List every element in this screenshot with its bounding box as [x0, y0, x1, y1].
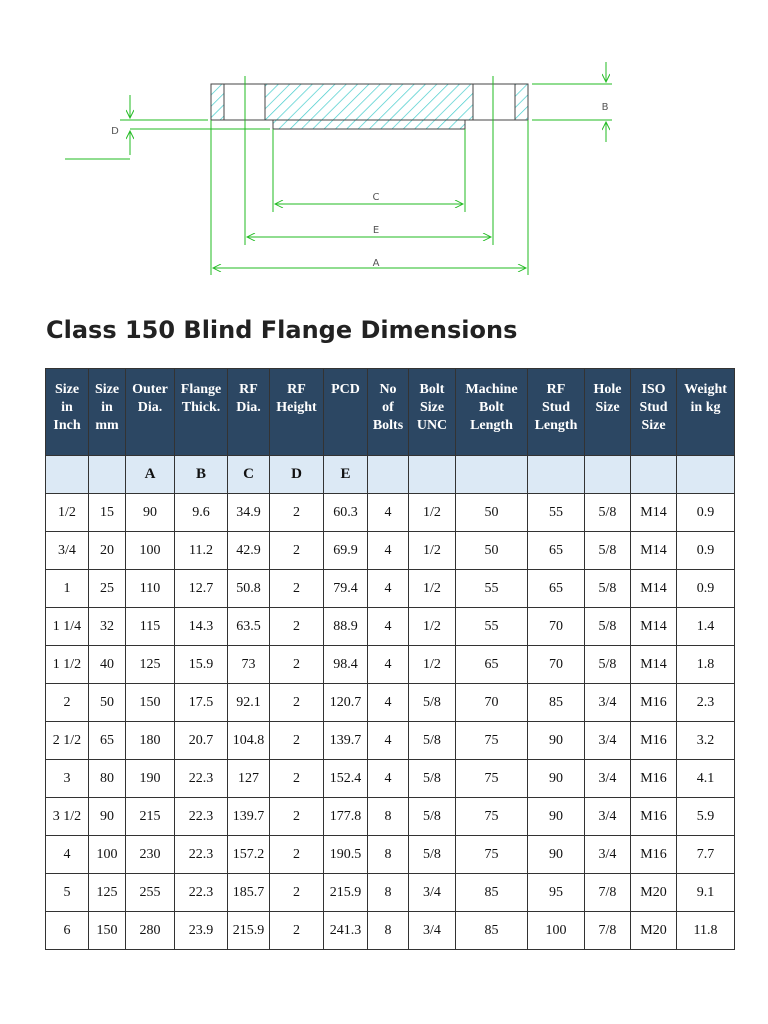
table-cell: 1 1/2 — [46, 646, 89, 684]
table-cell: 215 — [126, 798, 175, 836]
table-cell: 2 — [270, 570, 324, 608]
table-cell: 12.7 — [175, 570, 228, 608]
table-cell: 22.3 — [175, 798, 228, 836]
table-cell: M14 — [631, 646, 677, 684]
table-cell: 185.7 — [228, 874, 270, 912]
table-cell: 1.8 — [677, 646, 735, 684]
table-cell: 5/8 — [585, 608, 631, 646]
table-cell: 215.9 — [228, 912, 270, 950]
column-header — [631, 369, 677, 456]
dimension-letter-cell — [89, 456, 126, 494]
dimension-letter-cell: E — [324, 456, 368, 494]
table-cell: 1 — [46, 570, 89, 608]
table-cell: 4 — [368, 532, 409, 570]
page-title: Class 150 Blind Flange Dimensions — [46, 316, 518, 344]
table-cell: 7/8 — [585, 912, 631, 950]
dimensions-table — [45, 368, 735, 950]
table-cell: 3/4 — [46, 532, 89, 570]
table-cell: 4 — [368, 760, 409, 798]
table-cell: 70 — [528, 608, 585, 646]
table-cell: 280 — [126, 912, 175, 950]
table-cell: 3/4 — [409, 912, 456, 950]
table-cell: 1 1/4 — [46, 608, 89, 646]
column-header-line: mm — [95, 418, 119, 433]
column-header — [528, 369, 585, 456]
dimension-letter-cell — [46, 456, 89, 494]
column-header-line: PCD — [331, 382, 360, 397]
table-cell: 4 — [46, 836, 89, 874]
table-cell: 110 — [126, 570, 175, 608]
column-header — [46, 369, 89, 456]
table-cell: 4 — [368, 570, 409, 608]
dimension-label-c: C — [372, 192, 380, 203]
table-cell: 241.3 — [324, 912, 368, 950]
table-cell: 150 — [126, 684, 175, 722]
table-cell: 34.9 — [228, 494, 270, 532]
column-header-line: RF — [546, 382, 566, 397]
column-header-line: Height — [276, 400, 317, 415]
table-body — [46, 456, 735, 950]
table-cell: 95 — [528, 874, 585, 912]
table-row — [46, 646, 735, 684]
table-cell: 1/2 — [409, 532, 456, 570]
table-cell: 75 — [456, 798, 528, 836]
dimension-letter-cell: D — [270, 456, 324, 494]
table-cell: 4 — [368, 494, 409, 532]
flange-diagram — [0, 0, 768, 300]
dimension-letter-cell — [368, 456, 409, 494]
table-cell: 6 — [46, 912, 89, 950]
table-cell: 3 1/2 — [46, 798, 89, 836]
table-cell: 3/4 — [585, 722, 631, 760]
table-cell: 20.7 — [175, 722, 228, 760]
table-cell: 190 — [126, 760, 175, 798]
column-header-line: Weight — [684, 382, 727, 397]
table-cell: 65 — [89, 722, 126, 760]
table-cell: 8 — [368, 798, 409, 836]
table-cell: 69.9 — [324, 532, 368, 570]
column-header — [456, 369, 528, 456]
table-cell: 3/4 — [585, 760, 631, 798]
dimension-letter-cell: C — [228, 456, 270, 494]
column-header-line: in — [101, 400, 113, 415]
column-header-line: UNC — [416, 418, 448, 433]
table-cell: M16 — [631, 684, 677, 722]
column-header-line: Stud — [541, 400, 571, 415]
column-header — [585, 369, 631, 456]
table-cell: 7.7 — [677, 836, 735, 874]
table-cell: 22.3 — [175, 760, 228, 798]
table-cell: 4 — [368, 608, 409, 646]
table-cell: 230 — [126, 836, 175, 874]
column-header-line: Size — [641, 418, 666, 433]
table-cell: 50.8 — [228, 570, 270, 608]
table-cell: 5.9 — [677, 798, 735, 836]
table-cell: 139.7 — [324, 722, 368, 760]
table-cell: 3 — [46, 760, 89, 798]
table-cell: 9.1 — [677, 874, 735, 912]
table-cell: 88.9 — [324, 608, 368, 646]
column-header-line: Hole — [593, 382, 622, 397]
table-cell: 2 — [270, 722, 324, 760]
table-cell: 5 — [46, 874, 89, 912]
table-cell: M14 — [631, 532, 677, 570]
dimension-label-b: B — [601, 102, 609, 113]
table-cell: M16 — [631, 836, 677, 874]
dimension-letter-cell — [631, 456, 677, 494]
table-cell: M16 — [631, 722, 677, 760]
table-row — [46, 912, 735, 950]
table-cell: 3/4 — [409, 874, 456, 912]
table-cell: 65 — [528, 570, 585, 608]
table-cell: 5/8 — [409, 798, 456, 836]
table-cell: 25 — [89, 570, 126, 608]
table-cell: 85 — [456, 912, 528, 950]
table-cell: 3/4 — [585, 798, 631, 836]
table-cell: 80 — [89, 760, 126, 798]
table-cell: 8 — [368, 874, 409, 912]
dimension-label-a: A — [372, 258, 380, 269]
table-cell: 0.9 — [677, 532, 735, 570]
table-cell: 8 — [368, 836, 409, 874]
table-cell: 100 — [89, 836, 126, 874]
column-header-line: Size — [54, 382, 80, 397]
table-cell: 127 — [228, 760, 270, 798]
column-header-line: Size — [419, 400, 445, 415]
table-cell: 90 — [528, 760, 585, 798]
table-row — [46, 836, 735, 874]
column-header-line: in — [61, 400, 73, 415]
table-cell: 22.3 — [175, 874, 228, 912]
table-cell: 40 — [89, 646, 126, 684]
table-cell: 92.1 — [228, 684, 270, 722]
table-cell: 5/8 — [585, 570, 631, 608]
table-cell: 20 — [89, 532, 126, 570]
table-cell: 11.2 — [175, 532, 228, 570]
table-cell: 2 — [270, 532, 324, 570]
dimension-letter-cell: B — [175, 456, 228, 494]
table-cell: 1/2 — [46, 494, 89, 532]
column-header-line: Length — [470, 418, 513, 433]
table-cell: 100 — [126, 532, 175, 570]
table-cell: 0.9 — [677, 570, 735, 608]
table-cell: 125 — [126, 646, 175, 684]
table-cell: M20 — [631, 912, 677, 950]
letter-row — [46, 456, 735, 494]
column-header-line: ISO — [641, 382, 666, 397]
column-header — [228, 369, 270, 456]
table-cell: 2 — [270, 798, 324, 836]
column-header-line: in kg — [690, 400, 721, 415]
dimension-letter-cell — [585, 456, 631, 494]
table-row — [46, 798, 735, 836]
table-cell: 2 — [270, 646, 324, 684]
table-cell: 32 — [89, 608, 126, 646]
table-cell: 22.3 — [175, 836, 228, 874]
table-cell: 73 — [228, 646, 270, 684]
table-cell: 3.2 — [677, 722, 735, 760]
dimension-letter-cell — [528, 456, 585, 494]
header-row — [46, 369, 735, 456]
column-header-line: RF — [287, 382, 306, 397]
table-cell: M14 — [631, 494, 677, 532]
table-cell: 65 — [528, 532, 585, 570]
table-cell: 3/4 — [585, 836, 631, 874]
column-header-line: Size — [94, 382, 120, 397]
column-header — [175, 369, 228, 456]
table-row — [46, 494, 735, 532]
column-header — [270, 369, 324, 456]
column-header-line: Machine — [465, 382, 518, 397]
table-cell: M14 — [631, 570, 677, 608]
table-cell: M20 — [631, 874, 677, 912]
table-cell: 100 — [528, 912, 585, 950]
column-header-line: Stud — [639, 400, 668, 415]
column-header — [409, 369, 456, 456]
table-cell: 150 — [89, 912, 126, 950]
table-cell: 1/2 — [409, 646, 456, 684]
table-cell: 125 — [89, 874, 126, 912]
table-cell: 23.9 — [175, 912, 228, 950]
table-cell: 5/8 — [409, 836, 456, 874]
table-cell: M16 — [631, 760, 677, 798]
table-cell: 75 — [456, 722, 528, 760]
table-cell: 5/8 — [409, 684, 456, 722]
table-cell: 65 — [456, 646, 528, 684]
table-cell: 5/8 — [409, 722, 456, 760]
table-cell: 139.7 — [228, 798, 270, 836]
table-cell: 11.8 — [677, 912, 735, 950]
table-cell: 1/2 — [409, 570, 456, 608]
table-cell: 4 — [368, 684, 409, 722]
table-cell: 55 — [528, 494, 585, 532]
table-cell: 190.5 — [324, 836, 368, 874]
dimension-label-d: D — [111, 126, 119, 137]
table-cell: 2 — [270, 836, 324, 874]
column-header-line: RF — [239, 382, 258, 397]
table-cell: 4 — [368, 646, 409, 684]
column-header-line: of — [382, 400, 394, 415]
table-cell: 7/8 — [585, 874, 631, 912]
table-row — [46, 532, 735, 570]
table-cell: 5/8 — [585, 532, 631, 570]
table-cell: 15 — [89, 494, 126, 532]
table-cell: 90 — [528, 798, 585, 836]
table-cell: 255 — [126, 874, 175, 912]
table-cell: 2.3 — [677, 684, 735, 722]
table-cell: 98.4 — [324, 646, 368, 684]
table-cell: 2 — [270, 874, 324, 912]
table-cell: 8 — [368, 912, 409, 950]
table-cell: 17.5 — [175, 684, 228, 722]
table-cell: M16 — [631, 798, 677, 836]
table-cell: 42.9 — [228, 532, 270, 570]
table-cell: 55 — [456, 570, 528, 608]
table-cell: 63.5 — [228, 608, 270, 646]
table-row — [46, 722, 735, 760]
column-header-line: Bolts — [372, 418, 404, 433]
table-cell: 1/2 — [409, 608, 456, 646]
column-header — [324, 369, 368, 456]
dimension-letter-cell: A — [126, 456, 175, 494]
table-row — [46, 608, 735, 646]
table-cell: 2 — [270, 494, 324, 532]
column-header — [368, 369, 409, 456]
dimension-letter-cell — [409, 456, 456, 494]
table-cell: 115 — [126, 608, 175, 646]
table-cell: 4.1 — [677, 760, 735, 798]
dimension-label-e: E — [372, 225, 380, 236]
column-header-line: Bolt — [479, 400, 504, 415]
table-cell: 4 — [368, 722, 409, 760]
table-cell: 215.9 — [324, 874, 368, 912]
table-cell: 50 — [456, 494, 528, 532]
column-header-line: No — [379, 382, 397, 397]
table-cell: 1.4 — [677, 608, 735, 646]
table-cell: 90 — [89, 798, 126, 836]
table-cell: 2 — [270, 684, 324, 722]
column-header-line: Outer — [132, 382, 168, 397]
table-cell: M14 — [631, 608, 677, 646]
table-cell: 2 — [270, 760, 324, 798]
table-cell: 5/8 — [585, 646, 631, 684]
column-header — [89, 369, 126, 456]
column-header-line: Bolt — [419, 382, 445, 397]
column-header-line: Dia. — [137, 400, 163, 415]
table-cell: 2 — [46, 684, 89, 722]
table-cell: 85 — [456, 874, 528, 912]
table-cell: 85 — [528, 684, 585, 722]
table-cell: 55 — [456, 608, 528, 646]
column-header-line: Inch — [53, 418, 81, 433]
table-cell: 9.6 — [175, 494, 228, 532]
table-row — [46, 874, 735, 912]
table-cell: 2 — [270, 608, 324, 646]
column-header-line: Size — [595, 400, 620, 415]
table-row — [46, 570, 735, 608]
table-cell: 2 1/2 — [46, 722, 89, 760]
column-header — [677, 369, 735, 456]
table-cell: 0.9 — [677, 494, 735, 532]
column-header — [126, 369, 175, 456]
table-cell: 90 — [126, 494, 175, 532]
column-header-line: Thick. — [181, 400, 221, 415]
column-header-line: Length — [534, 418, 578, 433]
table-cell: 3/4 — [585, 684, 631, 722]
table-cell: 177.8 — [324, 798, 368, 836]
table-row — [46, 684, 735, 722]
table-cell: 157.2 — [228, 836, 270, 874]
table-cell: 79.4 — [324, 570, 368, 608]
table-cell: 90 — [528, 722, 585, 760]
table-cell: 5/8 — [409, 760, 456, 798]
table-cell: 70 — [456, 684, 528, 722]
table-row — [46, 760, 735, 798]
dimension-letter-cell — [456, 456, 528, 494]
table-cell: 120.7 — [324, 684, 368, 722]
table-cell: 15.9 — [175, 646, 228, 684]
flange-body — [211, 84, 528, 129]
table-cell: 152.4 — [324, 760, 368, 798]
table-cell: 75 — [456, 836, 528, 874]
column-header-line: Dia. — [236, 400, 261, 415]
table-cell: 104.8 — [228, 722, 270, 760]
table-cell: 50 — [89, 684, 126, 722]
table-cell: 180 — [126, 722, 175, 760]
table-cell: 60.3 — [324, 494, 368, 532]
table-cell: 70 — [528, 646, 585, 684]
table-cell: 2 — [270, 912, 324, 950]
column-header-line: Flange — [180, 382, 222, 397]
table-cell: 5/8 — [585, 494, 631, 532]
table-cell: 90 — [528, 836, 585, 874]
table-cell: 14.3 — [175, 608, 228, 646]
table-cell: 1/2 — [409, 494, 456, 532]
table-cell: 75 — [456, 760, 528, 798]
table-cell: 50 — [456, 532, 528, 570]
dimension-letter-cell — [677, 456, 735, 494]
